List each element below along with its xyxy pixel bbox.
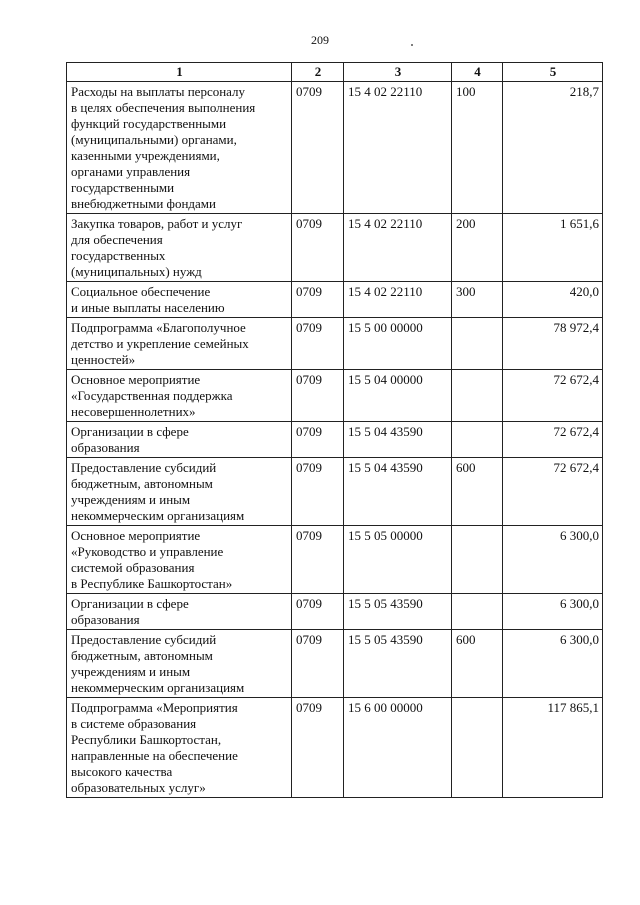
row-code-cell: 15 5 04 43590	[344, 458, 452, 526]
table-row	[67, 422, 603, 458]
row-sum-cell: 72 672,4	[503, 370, 603, 422]
row-section-cell: 0709	[292, 698, 344, 798]
row-name-cell: Закупка товаров, работ и услуг для обеспечения государственных (муниципальных) нужд	[67, 214, 292, 282]
row-type-cell	[452, 698, 503, 798]
row-sum-cell: 117 865,1	[503, 698, 603, 798]
table-row	[67, 594, 603, 630]
row-name-cell: Организации в сфере образования	[67, 594, 292, 630]
row-type-cell: 200	[452, 214, 503, 282]
page-number: 209	[311, 33, 329, 47]
row-section-cell: 0709	[292, 318, 344, 370]
row-section-cell: 0709	[292, 458, 344, 526]
row-section-cell: 0709	[292, 82, 344, 214]
row-type-cell	[452, 370, 503, 422]
row-name-cell: Предоставление субсидий бюджетным, автономным учреждениям и иным некоммерческим организациям	[67, 630, 292, 698]
row-type-cell	[452, 526, 503, 594]
budget-table-body	[67, 82, 603, 798]
row-section-cell: 0709	[292, 422, 344, 458]
row-section-cell: 0709	[292, 594, 344, 630]
row-name-cell: Расходы на выплаты персоналу в целях обеспечения выполнения функций государственными (муниципальными) органами, казенными учреждениями, органами управления государственными внебюджетными фондами	[67, 82, 292, 214]
row-type-cell	[452, 422, 503, 458]
row-section-cell: 0709	[292, 214, 344, 282]
row-name-cell: Предоставление субсидий бюджетным, автономным учреждениям и иным некоммерческим организациям	[67, 458, 292, 526]
row-sum-cell: 78 972,4	[503, 318, 603, 370]
table-row	[67, 214, 603, 282]
row-section-cell: 0709	[292, 282, 344, 318]
row-code-cell: 15 4 02 22110	[344, 282, 452, 318]
row-code-cell: 15 5 00 00000	[344, 318, 452, 370]
row-code-cell: 15 6 00 00000	[344, 698, 452, 798]
header-col-4: 4	[452, 63, 503, 82]
budget-table-head	[67, 63, 603, 82]
header-col-3: 3	[344, 63, 452, 82]
budget-table	[66, 62, 603, 798]
row-name-cell: Подпрограмма «Благополучное детство и укрепление семейных ценностей»	[67, 318, 292, 370]
row-type-cell: 100	[452, 82, 503, 214]
row-sum-cell: 6 300,0	[503, 594, 603, 630]
header-row	[67, 63, 603, 82]
row-sum-cell: 420,0	[503, 282, 603, 318]
header-col-5: 5	[503, 63, 603, 82]
row-name-cell: Организации в сфере образования	[67, 422, 292, 458]
row-type-cell	[452, 318, 503, 370]
row-type-cell	[452, 594, 503, 630]
row-sum-cell: 72 672,4	[503, 458, 603, 526]
table-row	[67, 698, 603, 798]
row-name-cell: Основное мероприятие «Государственная поддержка несовершеннолетних»	[67, 370, 292, 422]
row-type-cell: 600	[452, 458, 503, 526]
row-code-cell: 15 5 05 43590	[344, 594, 452, 630]
header-col-2: 2	[292, 63, 344, 82]
header-col-1: 1	[67, 63, 292, 82]
row-code-cell: 15 4 02 22110	[344, 214, 452, 282]
row-code-cell: 15 5 05 00000	[344, 526, 452, 594]
row-code-cell: 15 5 04 00000	[344, 370, 452, 422]
table-row	[67, 82, 603, 214]
table-row	[67, 318, 603, 370]
row-section-cell: 0709	[292, 630, 344, 698]
row-code-cell: 15 5 04 43590	[344, 422, 452, 458]
row-sum-cell: 6 300,0	[503, 630, 603, 698]
table-row	[67, 370, 603, 422]
row-name-cell: Социальное обеспечение и иные выплаты населению	[67, 282, 292, 318]
row-type-cell: 300	[452, 282, 503, 318]
row-code-cell: 15 5 05 43590	[344, 630, 452, 698]
table-row	[67, 282, 603, 318]
table-row	[67, 526, 603, 594]
row-code-cell: 15 4 02 22110	[344, 82, 452, 214]
row-section-cell: 0709	[292, 370, 344, 422]
row-type-cell: 600	[452, 630, 503, 698]
row-name-cell: Подпрограмма «Мероприятия в системе образования Республики Башкортостан, направленные на обеспечение высокого качества образовательных услуг»	[67, 698, 292, 798]
table-row	[67, 630, 603, 698]
row-sum-cell: 6 300,0	[503, 526, 603, 594]
row-sum-cell: 72 672,4	[503, 422, 603, 458]
row-section-cell: 0709	[292, 526, 344, 594]
row-name-cell: Основное мероприятие «Руководство и управление системой образования в Республике Башкортостан»	[67, 526, 292, 594]
table-row	[67, 458, 603, 526]
row-sum-cell: 1 651,6	[503, 214, 603, 282]
row-sum-cell: 218,7	[503, 82, 603, 214]
scan-speck	[411, 44, 413, 46]
